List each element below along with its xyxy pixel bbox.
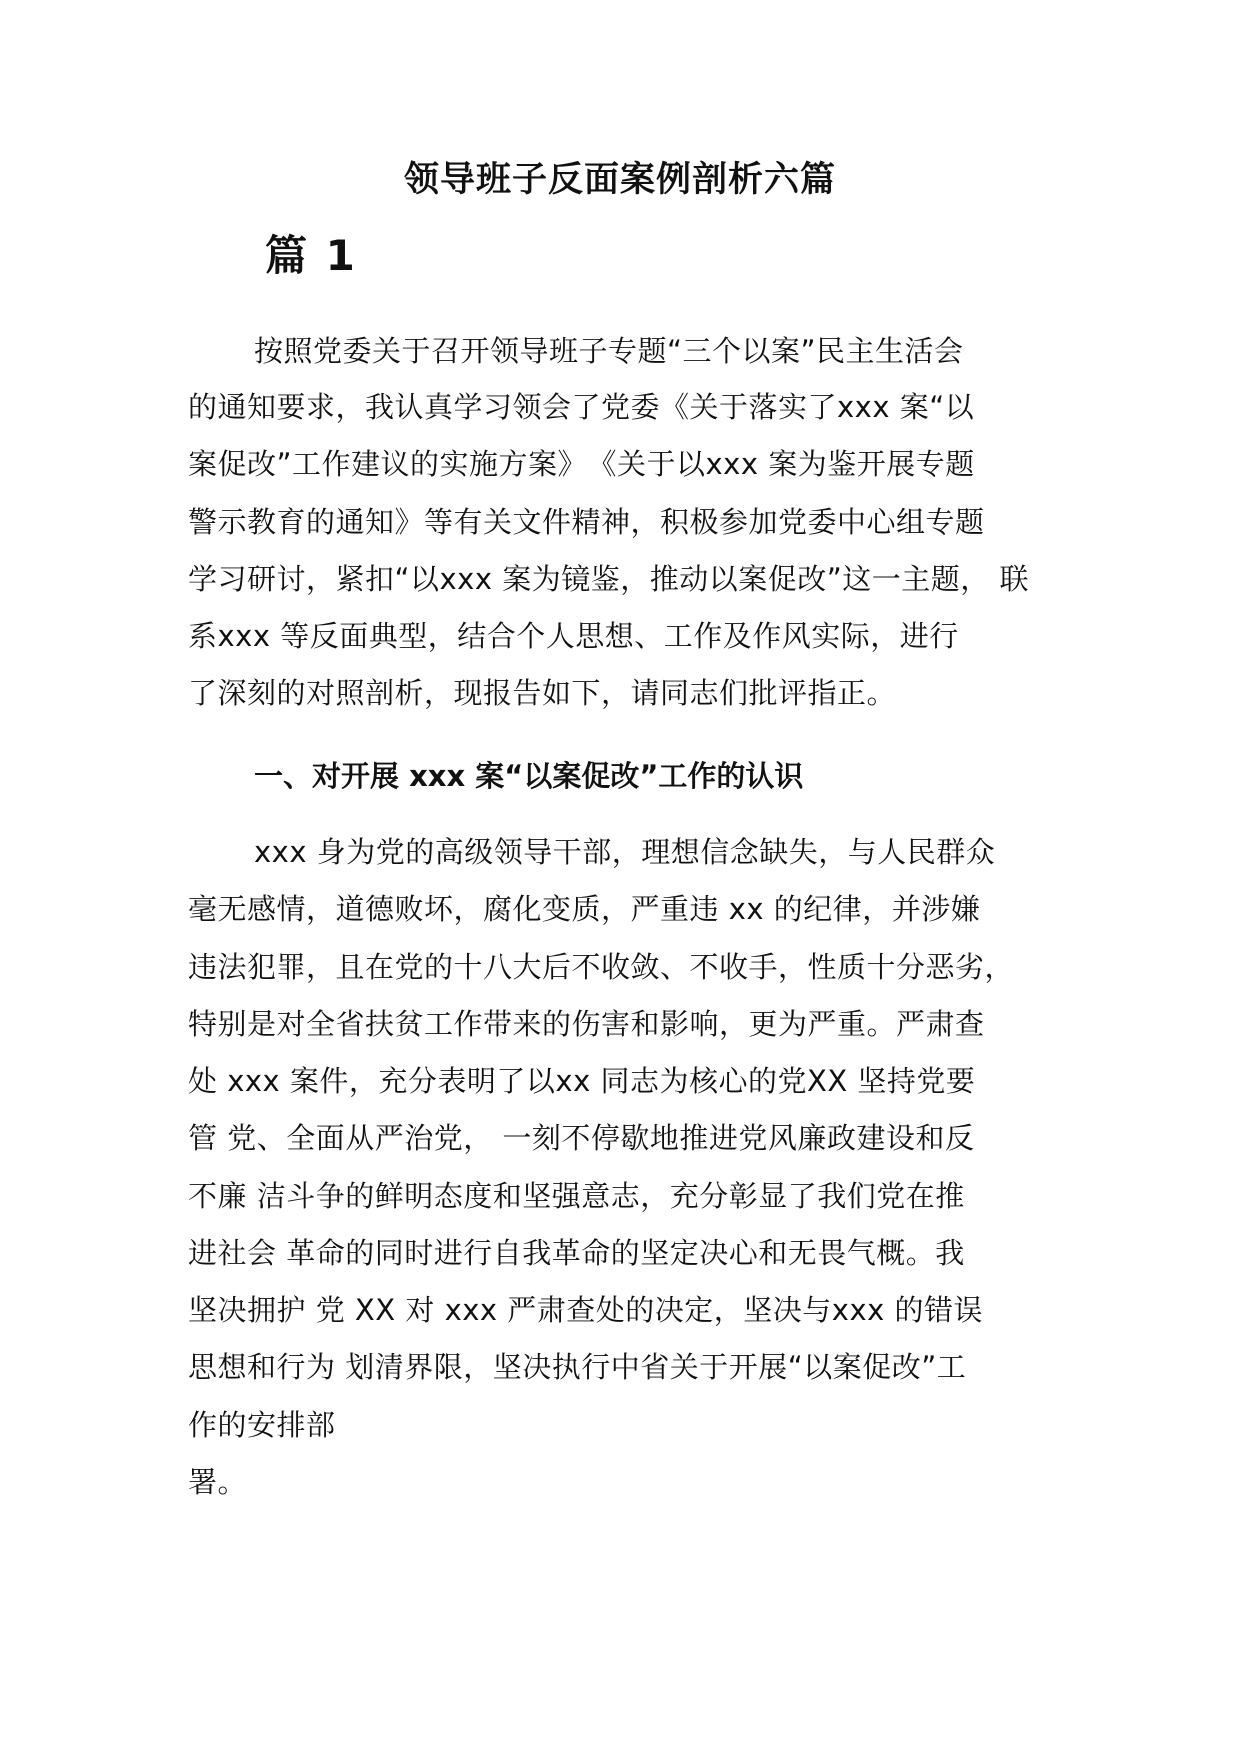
paragraph-line: 案促改”工作建议的实施方案》 《关于以xxx 案为鉴开展专题: [188, 447, 975, 481]
paragraph-line: 管 党、全面从严治党， 一刻不停歇地推进党风廉政建设和反: [188, 1121, 975, 1155]
paragraph-line: 不廉 洁斗争的鲜明态度和坚强意志，充分彰显了我们党在推: [188, 1179, 965, 1213]
paragraph-line: 学习研讨，紧扣“以xxx 案为镜鉴，推动以案促改”这一主题， 联: [188, 562, 1029, 596]
paragraph-line: 警示教育的通知》等有关文件精神，积极参加党委中心组专题: [188, 505, 985, 539]
paragraph-line: 了深刻的对照剖析，现报告如下，请同志们批评指正。: [188, 676, 897, 710]
section-heading: 一、对开展 xxx 案“以案促改”工作的认识: [254, 759, 804, 793]
chapter-heading: 篇 1: [265, 231, 357, 280]
paragraph-line: 违法犯罪，且在党的十八大后不收敛、不收手，性质十分恶劣，: [188, 950, 1015, 984]
paragraph-line: 系xxx 等反面典型，结合个人思想、工作及作风实际，进行: [188, 619, 959, 653]
paragraph-line: 处 xxx 案件，充分表明了以xx 同志为核心的党XX 坚持党要: [188, 1064, 976, 1098]
paragraph-line: 特别是对全省扶贫工作带来的伤害和影响，更为严重。严肃查: [188, 1007, 985, 1041]
paragraph-line: 毫无感情，道德败坏，腐化变质，严重违 xx 的纪律，并涉嫌: [188, 892, 981, 926]
paragraph-line: 思想和行为 划清界限，坚决执行中省关于开展“以案促改”工: [188, 1350, 967, 1384]
document-title: 领导班子反面案例剖析六篇: [403, 160, 836, 200]
paragraph-line: 的通知要求，我认真学习领会了党委《关于落实了xxx 案“以: [188, 390, 975, 424]
paragraph-line: 坚决拥护 党 XX 对 xxx 严肃查处的决定，坚决与xxx 的错误: [188, 1293, 984, 1327]
paragraph-line: xxx 身为党的高级领导干部，理想信念缺失，与人民群众: [254, 835, 996, 869]
paragraph-line: 署。: [188, 1465, 248, 1499]
paragraph-line: 按照党委关于召开领导班子专题“三个以案”民主生活会: [254, 334, 964, 368]
paragraph-line: 进社会 革命的同时进行自我革命的坚定决心和无畏气概。我: [188, 1236, 965, 1270]
paragraph-line: 作的安排部: [188, 1408, 336, 1442]
